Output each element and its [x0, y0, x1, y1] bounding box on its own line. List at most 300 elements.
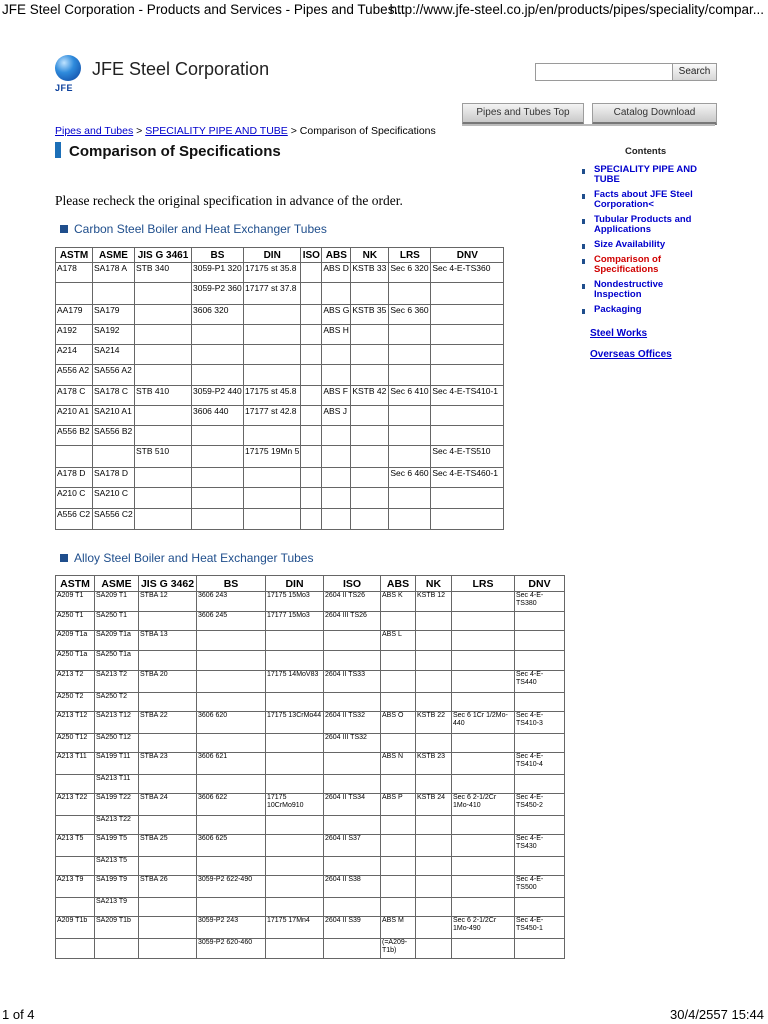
table-cell: [351, 283, 389, 305]
table-cell: [515, 631, 565, 651]
table-cell: STBA 20: [139, 671, 197, 693]
table-cell: ABS H: [322, 325, 351, 345]
table-cell: [452, 734, 515, 753]
table-cell: [197, 631, 266, 651]
table-cell: A213 T9: [56, 876, 95, 898]
table-cell: [139, 816, 197, 835]
breadcrumb-separator: >: [287, 125, 300, 137]
bullet-icon: [582, 169, 585, 174]
table-row: [56, 592, 565, 612]
table-cell: 17177 st 42.8: [244, 406, 301, 426]
table-cell: [139, 612, 197, 631]
table-cell: SA209 T1a: [95, 631, 139, 651]
table-cell: [322, 446, 351, 468]
table-cell: [301, 365, 322, 386]
logo-mark-text: JFE: [55, 83, 74, 93]
table-cell: SA556 A2: [93, 365, 135, 386]
table-cell: [139, 775, 197, 794]
table-cell: [266, 651, 324, 671]
table-cell: [381, 835, 416, 857]
column-header: LRS: [389, 248, 431, 263]
bullet-icon: [582, 259, 585, 264]
table-cell: [431, 426, 504, 446]
table-cell: Sec 4-E-TS500: [515, 876, 565, 898]
table-cell: 3059-P1 320: [192, 263, 244, 283]
column-header: NK: [351, 248, 389, 263]
table-cell: STBA 23: [139, 753, 197, 775]
table-row: [56, 446, 504, 468]
table-cell: A210 C: [56, 488, 93, 509]
print-datetime: 30/4/2557 15:44: [670, 1007, 764, 1022]
table-cell: [139, 939, 197, 959]
table-cell: SA556 B2: [93, 426, 135, 446]
contents-item-comparison[interactable]: [582, 255, 712, 275]
table-cell: [139, 651, 197, 671]
table-cell: KSTB 22: [416, 712, 452, 734]
contents-item-label: Facts about JFE Steel Corporation<: [594, 189, 693, 210]
table-cell: A213 T22: [56, 794, 95, 816]
table-cell: [452, 835, 515, 857]
table-cell: [56, 898, 95, 917]
table-cell: 2604 II TS32: [324, 712, 381, 734]
column-header: ABS: [381, 576, 416, 592]
table-cell: 3059-P2 243: [197, 917, 266, 939]
table-cell: [322, 488, 351, 509]
table-row: [56, 876, 565, 898]
table-cell: [192, 446, 244, 468]
table-cell: [431, 406, 504, 426]
table-cell: [135, 365, 192, 386]
table-cell: [135, 305, 192, 325]
table-cell: [266, 816, 324, 835]
table-cell: A192: [56, 325, 93, 345]
table-cell: KSTB 24: [416, 794, 452, 816]
table-cell: STB 410: [135, 386, 192, 406]
table-cell: A209 T1: [56, 592, 95, 612]
table-cell: [389, 509, 431, 530]
contents-item-label: Tubular Products and Applications: [594, 214, 692, 235]
table-cell: Sec 6 320: [389, 263, 431, 283]
search-input[interactable]: [535, 63, 674, 81]
table-cell: [192, 325, 244, 345]
table-cell: [266, 835, 324, 857]
page-title: [55, 142, 281, 160]
table-cell: [351, 325, 389, 345]
column-header: NK: [416, 576, 452, 592]
square-bullet-icon: [60, 225, 68, 233]
table-cell: SA199 T11: [95, 753, 139, 775]
table-cell: [515, 734, 565, 753]
nav-divider: [462, 124, 715, 126]
table-cell: SA199 T9: [95, 876, 139, 898]
table-row: [56, 939, 565, 959]
table-cell: SA179: [93, 305, 135, 325]
table-cell: [197, 693, 266, 712]
table-cell: A556 A2: [56, 365, 93, 386]
table-cell: [452, 898, 515, 917]
table-cell: A209 T1a: [56, 631, 95, 651]
nav-catalog-download[interactable]: Catalog Download: [592, 103, 717, 125]
table-cell: 2604 II S37: [324, 835, 381, 857]
table-cell: KSTB 42: [351, 386, 389, 406]
table-row: [56, 365, 504, 386]
table-cell: Sec 4-E-TS360: [431, 263, 504, 283]
table-header-row: [56, 248, 504, 263]
table-cell: [56, 857, 95, 876]
table-cell: [452, 857, 515, 876]
table-cell: [431, 305, 504, 325]
table-cell: STBA 12: [139, 592, 197, 612]
table-cell: 3059-P2 440: [192, 386, 244, 406]
table-cell: [324, 939, 381, 959]
table-cell: SA209 T1: [95, 592, 139, 612]
table-row: [56, 671, 565, 693]
table-cell: [93, 446, 135, 468]
table-cell: [515, 651, 565, 671]
table-cell: STBA 25: [139, 835, 197, 857]
table-cell: 3606 622: [197, 794, 266, 816]
table-cell: [381, 898, 416, 917]
table-cell: [381, 876, 416, 898]
table-cell: [431, 488, 504, 509]
table-cell: [135, 488, 192, 509]
table-cell: [301, 509, 322, 530]
table-cell: [381, 775, 416, 794]
alloy-section-title: Alloy Steel Boiler and Heat Exchanger Tubes: [74, 551, 314, 565]
table-cell: [324, 631, 381, 651]
carbon-section-heading: [60, 222, 327, 236]
table-cell: KSTB 12: [416, 592, 452, 612]
table-cell: [431, 283, 504, 305]
table-cell: [192, 365, 244, 386]
column-header: DNV: [431, 248, 504, 263]
table-cell: A213 T11: [56, 753, 95, 775]
table-cell: [416, 835, 452, 857]
table-cell: STBA 24: [139, 794, 197, 816]
table-cell: Sec 4-E-TS410-3: [515, 712, 565, 734]
table-cell: KSTB 35: [351, 305, 389, 325]
table-row: [56, 406, 504, 426]
table-cell: [452, 671, 515, 693]
table-cell: [301, 406, 322, 426]
table-cell: [416, 612, 452, 631]
table-cell: [244, 468, 301, 488]
contents-item-label: SPECIALITY PIPE AND TUBE: [594, 164, 697, 185]
bullet-icon: [582, 309, 585, 314]
table-cell: [244, 488, 301, 509]
table-cell: [266, 939, 324, 959]
table-cell: [192, 488, 244, 509]
table-cell: [139, 693, 197, 712]
table-cell: ABS P: [381, 794, 416, 816]
table-cell: [381, 671, 416, 693]
table-cell: [416, 693, 452, 712]
column-header: ASTM: [56, 576, 95, 592]
table-row: [56, 468, 504, 488]
table-cell: [416, 917, 452, 939]
table-cell: [266, 631, 324, 651]
table-cell: SA209 T1b: [95, 917, 139, 939]
table-row: [56, 857, 565, 876]
table-cell: 3606 621: [197, 753, 266, 775]
table-cell: [197, 816, 266, 835]
table-cell: [139, 857, 197, 876]
table-cell: [301, 263, 322, 283]
column-header: BS: [192, 248, 244, 263]
table-cell: [266, 734, 324, 753]
breadcrumb-pipes-tubes[interactable]: Pipes and Tubes: [55, 125, 134, 137]
table-cell: [135, 468, 192, 488]
table-row: [56, 898, 565, 917]
table-cell: 17175 st 35.8: [244, 263, 301, 283]
table-cell: [324, 693, 381, 712]
table-cell: [389, 426, 431, 446]
table-cell: [192, 345, 244, 365]
table-cell: A250 T12: [56, 734, 95, 753]
contents-item-tubular-products[interactable]: [582, 215, 712, 235]
table-cell: SA213 T11: [95, 775, 139, 794]
table-cell: [324, 651, 381, 671]
table-cell: (=A209-T1b): [381, 939, 416, 959]
table-cell: Sec 4-E-TS450-2: [515, 794, 565, 816]
table-cell: [452, 876, 515, 898]
table-cell: [515, 612, 565, 631]
contents-item-label: Packaging: [594, 304, 642, 315]
table-row: [56, 712, 565, 734]
table-cell: 2604 II S38: [324, 876, 381, 898]
table-row: [56, 488, 504, 509]
table-cell: [389, 488, 431, 509]
table-cell: A210 A1: [56, 406, 93, 426]
table-cell: Sec 4-E-TS510: [431, 446, 504, 468]
table-cell: A556 B2: [56, 426, 93, 446]
table-cell: 17175 15Mo3: [266, 592, 324, 612]
table-cell: 2604 II S39: [324, 917, 381, 939]
column-header: JIS G 3462: [139, 576, 197, 592]
table-row: [56, 631, 565, 651]
table-cell: SA213 T22: [95, 816, 139, 835]
table-row: [56, 917, 565, 939]
table-cell: [322, 365, 351, 386]
table-cell: [324, 898, 381, 917]
print-title: JFE Steel Corporation - Products and Services - Pipes and Tubes...: [2, 2, 406, 17]
table-cell: ABS N: [381, 753, 416, 775]
order-notice: Please recheck the original specification in advance of the order.: [55, 193, 403, 208]
table-cell: A214: [56, 345, 93, 365]
table-cell: [515, 816, 565, 835]
table-row: [56, 509, 504, 530]
table-cell: 3059-P2 622-490: [197, 876, 266, 898]
table-cell: [266, 857, 324, 876]
contents-heading: Contents: [625, 146, 667, 157]
table-cell: [244, 305, 301, 325]
table-cell: [324, 775, 381, 794]
contents-item-packaging[interactable]: [582, 305, 712, 315]
table-cell: [381, 857, 416, 876]
contents-item-facts[interactable]: [582, 190, 712, 210]
column-header: ASME: [95, 576, 139, 592]
table-cell: Sec 4-E-TS410-4: [515, 753, 565, 775]
table-cell: [351, 345, 389, 365]
table-cell: [351, 509, 389, 530]
table-cell: STB 510: [135, 446, 192, 468]
column-header: ISO: [324, 576, 381, 592]
table-cell: SA199 T5: [95, 835, 139, 857]
table-cell: SA210 C: [93, 488, 135, 509]
table-cell: A213 T2: [56, 671, 95, 693]
table-cell: [197, 734, 266, 753]
table-cell: ABS K: [381, 592, 416, 612]
table-cell: [192, 426, 244, 446]
table-cell: [56, 446, 93, 468]
table-cell: 3606 625: [197, 835, 266, 857]
table-cell: [515, 939, 565, 959]
table-cell: Sec 4-E-TS380: [515, 592, 565, 612]
table-cell: 3606 245: [197, 612, 266, 631]
table-cell: [452, 592, 515, 612]
table-cell: [431, 345, 504, 365]
table-cell: [135, 426, 192, 446]
table-cell: [515, 898, 565, 917]
table-cell: [324, 816, 381, 835]
table-cell: [244, 365, 301, 386]
table-cell: [135, 325, 192, 345]
table-cell: [322, 345, 351, 365]
table-cell: 3606 620: [197, 712, 266, 734]
print-footer: [0, 1006, 768, 1024]
table-cell: [431, 365, 504, 386]
carbon-section-title: Carbon Steel Boiler and Heat Exchanger Tubes: [74, 222, 327, 236]
table-cell: [416, 631, 452, 651]
contents-item-nondestructive[interactable]: [582, 280, 712, 300]
alloy-steel-table: [55, 575, 565, 959]
breadcrumb-speciality[interactable]: SPECIALITY PIPE AND TUBE: [145, 125, 288, 137]
table-cell: [381, 651, 416, 671]
table-cell: [135, 345, 192, 365]
bullet-icon: [582, 284, 585, 289]
table-cell: AA179: [56, 305, 93, 325]
table-cell: 17177 15Mo3: [266, 612, 324, 631]
table-cell: [416, 939, 452, 959]
bullet-icon: [582, 244, 585, 249]
table-cell: STBA 22: [139, 712, 197, 734]
table-cell: [452, 939, 515, 959]
table-cell: KSTB 23: [416, 753, 452, 775]
table-cell: [135, 283, 192, 305]
print-header: [0, 0, 768, 22]
table-cell: [197, 671, 266, 693]
table-cell: [381, 693, 416, 712]
contents-item-label: Size Availability: [594, 239, 666, 250]
table-cell: [322, 509, 351, 530]
table-cell: [416, 898, 452, 917]
table-row: [56, 794, 565, 816]
table-cell: [452, 612, 515, 631]
table-row: [56, 283, 504, 305]
table-cell: [301, 283, 322, 305]
overseas-offices-link[interactable]: Overseas Offices: [590, 349, 672, 360]
table-cell: SA250 T2: [95, 693, 139, 712]
table-cell: ABS J: [322, 406, 351, 426]
bullet-icon: [582, 194, 585, 199]
table-row: [56, 612, 565, 631]
contents-item-size-availability[interactable]: [582, 240, 712, 250]
table-cell: [389, 406, 431, 426]
table-cell: 17177 st 37.8: [244, 283, 301, 305]
table-row: [56, 775, 565, 794]
table-cell: [266, 898, 324, 917]
table-cell: 17175 14MoV83: [266, 671, 324, 693]
table-cell: [416, 734, 452, 753]
table-cell: STB 340: [135, 263, 192, 283]
table-cell: [381, 816, 416, 835]
table-cell: 2604 III TS32: [324, 734, 381, 753]
table-cell: 3059-P2 620-460: [197, 939, 266, 959]
table-cell: [139, 917, 197, 939]
table-cell: [452, 651, 515, 671]
table-cell: [452, 816, 515, 835]
table-cell: [515, 857, 565, 876]
table-cell: 17175 19Mn 5: [244, 446, 301, 468]
table-cell: ABS M: [381, 917, 416, 939]
table-cell: [351, 406, 389, 426]
table-cell: [56, 283, 93, 305]
table-row: [56, 426, 504, 446]
table-cell: Sec 6 1Cr 1/2Mo-440: [452, 712, 515, 734]
table-cell: Sec 4-E-TS430: [515, 835, 565, 857]
column-header: DNV: [515, 576, 565, 592]
table-cell: SA178 A: [93, 263, 135, 283]
contents-item-speciality[interactable]: [582, 165, 712, 185]
table-cell: [244, 345, 301, 365]
table-cell: [322, 426, 351, 446]
table-cell: SA250 T1a: [95, 651, 139, 671]
table-cell: A213 T12: [56, 712, 95, 734]
table-cell: [301, 305, 322, 325]
steel-works-link[interactable]: Steel Works: [590, 328, 648, 339]
table-cell: Sec 6 360: [389, 305, 431, 325]
table-cell: [301, 488, 322, 509]
table-cell: STBA 13: [139, 631, 197, 651]
table-cell: [416, 857, 452, 876]
table-cell: [322, 283, 351, 305]
table-cell: [56, 816, 95, 835]
table-cell: [431, 509, 504, 530]
table-cell: [266, 693, 324, 712]
nav-pipes-tubes-top[interactable]: Pipes and Tubes Top: [462, 103, 584, 125]
table-cell: [301, 446, 322, 468]
bullet-icon: [582, 219, 585, 224]
jfe-globe-icon: [55, 55, 81, 81]
search-button[interactable]: Search: [672, 63, 717, 81]
table-cell: A213 T5: [56, 835, 95, 857]
column-header: DIN: [244, 248, 301, 263]
table-cell: SA192: [93, 325, 135, 345]
table-cell: 2604 II TS26: [324, 592, 381, 612]
table-cell: STBA 26: [139, 876, 197, 898]
table-cell: [244, 426, 301, 446]
table-cell: [56, 939, 95, 959]
table-cell: [452, 753, 515, 775]
table-cell: 3606 320: [192, 305, 244, 325]
table-cell: A250 T2: [56, 693, 95, 712]
table-cell: SA213 T9: [95, 898, 139, 917]
table-cell: [95, 939, 139, 959]
table-cell: 3059-P2 360: [192, 283, 244, 305]
table-cell: ABS D: [322, 263, 351, 283]
table-cell: [351, 426, 389, 446]
table-cell: SA213 T12: [95, 712, 139, 734]
